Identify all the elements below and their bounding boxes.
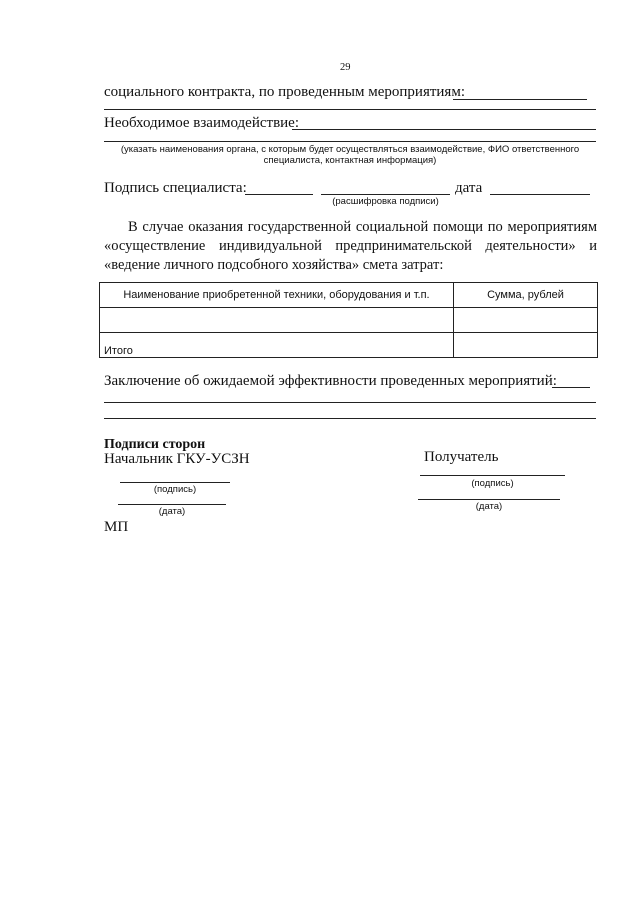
right-date-line — [418, 499, 560, 500]
contract-continuation-line — [104, 109, 596, 110]
contract-line-label: социального контракта, по проведенным мероприятиям: — [104, 84, 465, 100]
left-signature-line — [120, 482, 230, 483]
specialist-date-label: дата — [455, 180, 483, 196]
table-header-sum: Сумма, рублей — [454, 283, 598, 308]
right-signature-line — [420, 475, 565, 476]
specialist-date-line — [490, 194, 590, 195]
right-role: Получатель — [424, 449, 499, 465]
budget-table — [99, 282, 598, 358]
specialist-decode-note: (расшифровка подписи) — [332, 196, 439, 207]
table-total-label: Итого — [100, 333, 454, 358]
page-number: 29 — [340, 62, 351, 73]
interaction-blank-line — [292, 129, 596, 130]
right-signature-note: (подпись) — [471, 478, 514, 489]
interaction-label: Необходимое взаимодействие: — [104, 115, 300, 131]
specialist-signature-label: Подпись специалиста: — [104, 180, 247, 196]
left-signature-note: (подпись) — [153, 484, 197, 495]
table-cell-sum — [454, 308, 598, 333]
budget-paragraph: В случае оказания государственной социальной помощи по мероприятиям «осуществление индивидуальной предпринимательской деятельности» и «ведение личного подсобного хозяйства» смета затрат: — [104, 219, 597, 273]
conclusion-line-3 — [104, 418, 596, 419]
table-header-row — [100, 283, 598, 308]
left-date-line — [118, 504, 226, 505]
specialist-decode-line — [321, 194, 450, 195]
interaction-note-1: (указать наименования органа, с которым будет осуществляться взаимодействие, ФИО ответственного — [120, 144, 580, 155]
conclusion-line-2 — [104, 402, 596, 403]
signatures-title: Подписи сторон — [104, 437, 206, 452]
conclusion-label: Заключение об ожидаемой эффективности проведенных мероприятий: — [104, 373, 557, 389]
interaction-note-2: специалиста, контактная информация) — [263, 155, 437, 166]
table-header-item: Наименование приобретенной техники, оборудования и т.п. — [100, 283, 454, 308]
table-total-sum — [454, 333, 598, 358]
contract-blank-line — [453, 99, 587, 100]
left-role: Начальник ГКУ-УСЗН — [104, 451, 250, 467]
conclusion-blank-line — [552, 387, 590, 388]
right-date-note: (дата) — [475, 501, 503, 512]
specialist-signature-line — [245, 194, 313, 195]
interaction-continuation-line — [104, 141, 596, 142]
table-cell-item — [100, 308, 454, 333]
table-row — [100, 308, 598, 333]
stamp-place: МП — [104, 519, 129, 535]
left-date-note: (дата) — [158, 506, 186, 517]
table-total-row — [100, 333, 598, 358]
